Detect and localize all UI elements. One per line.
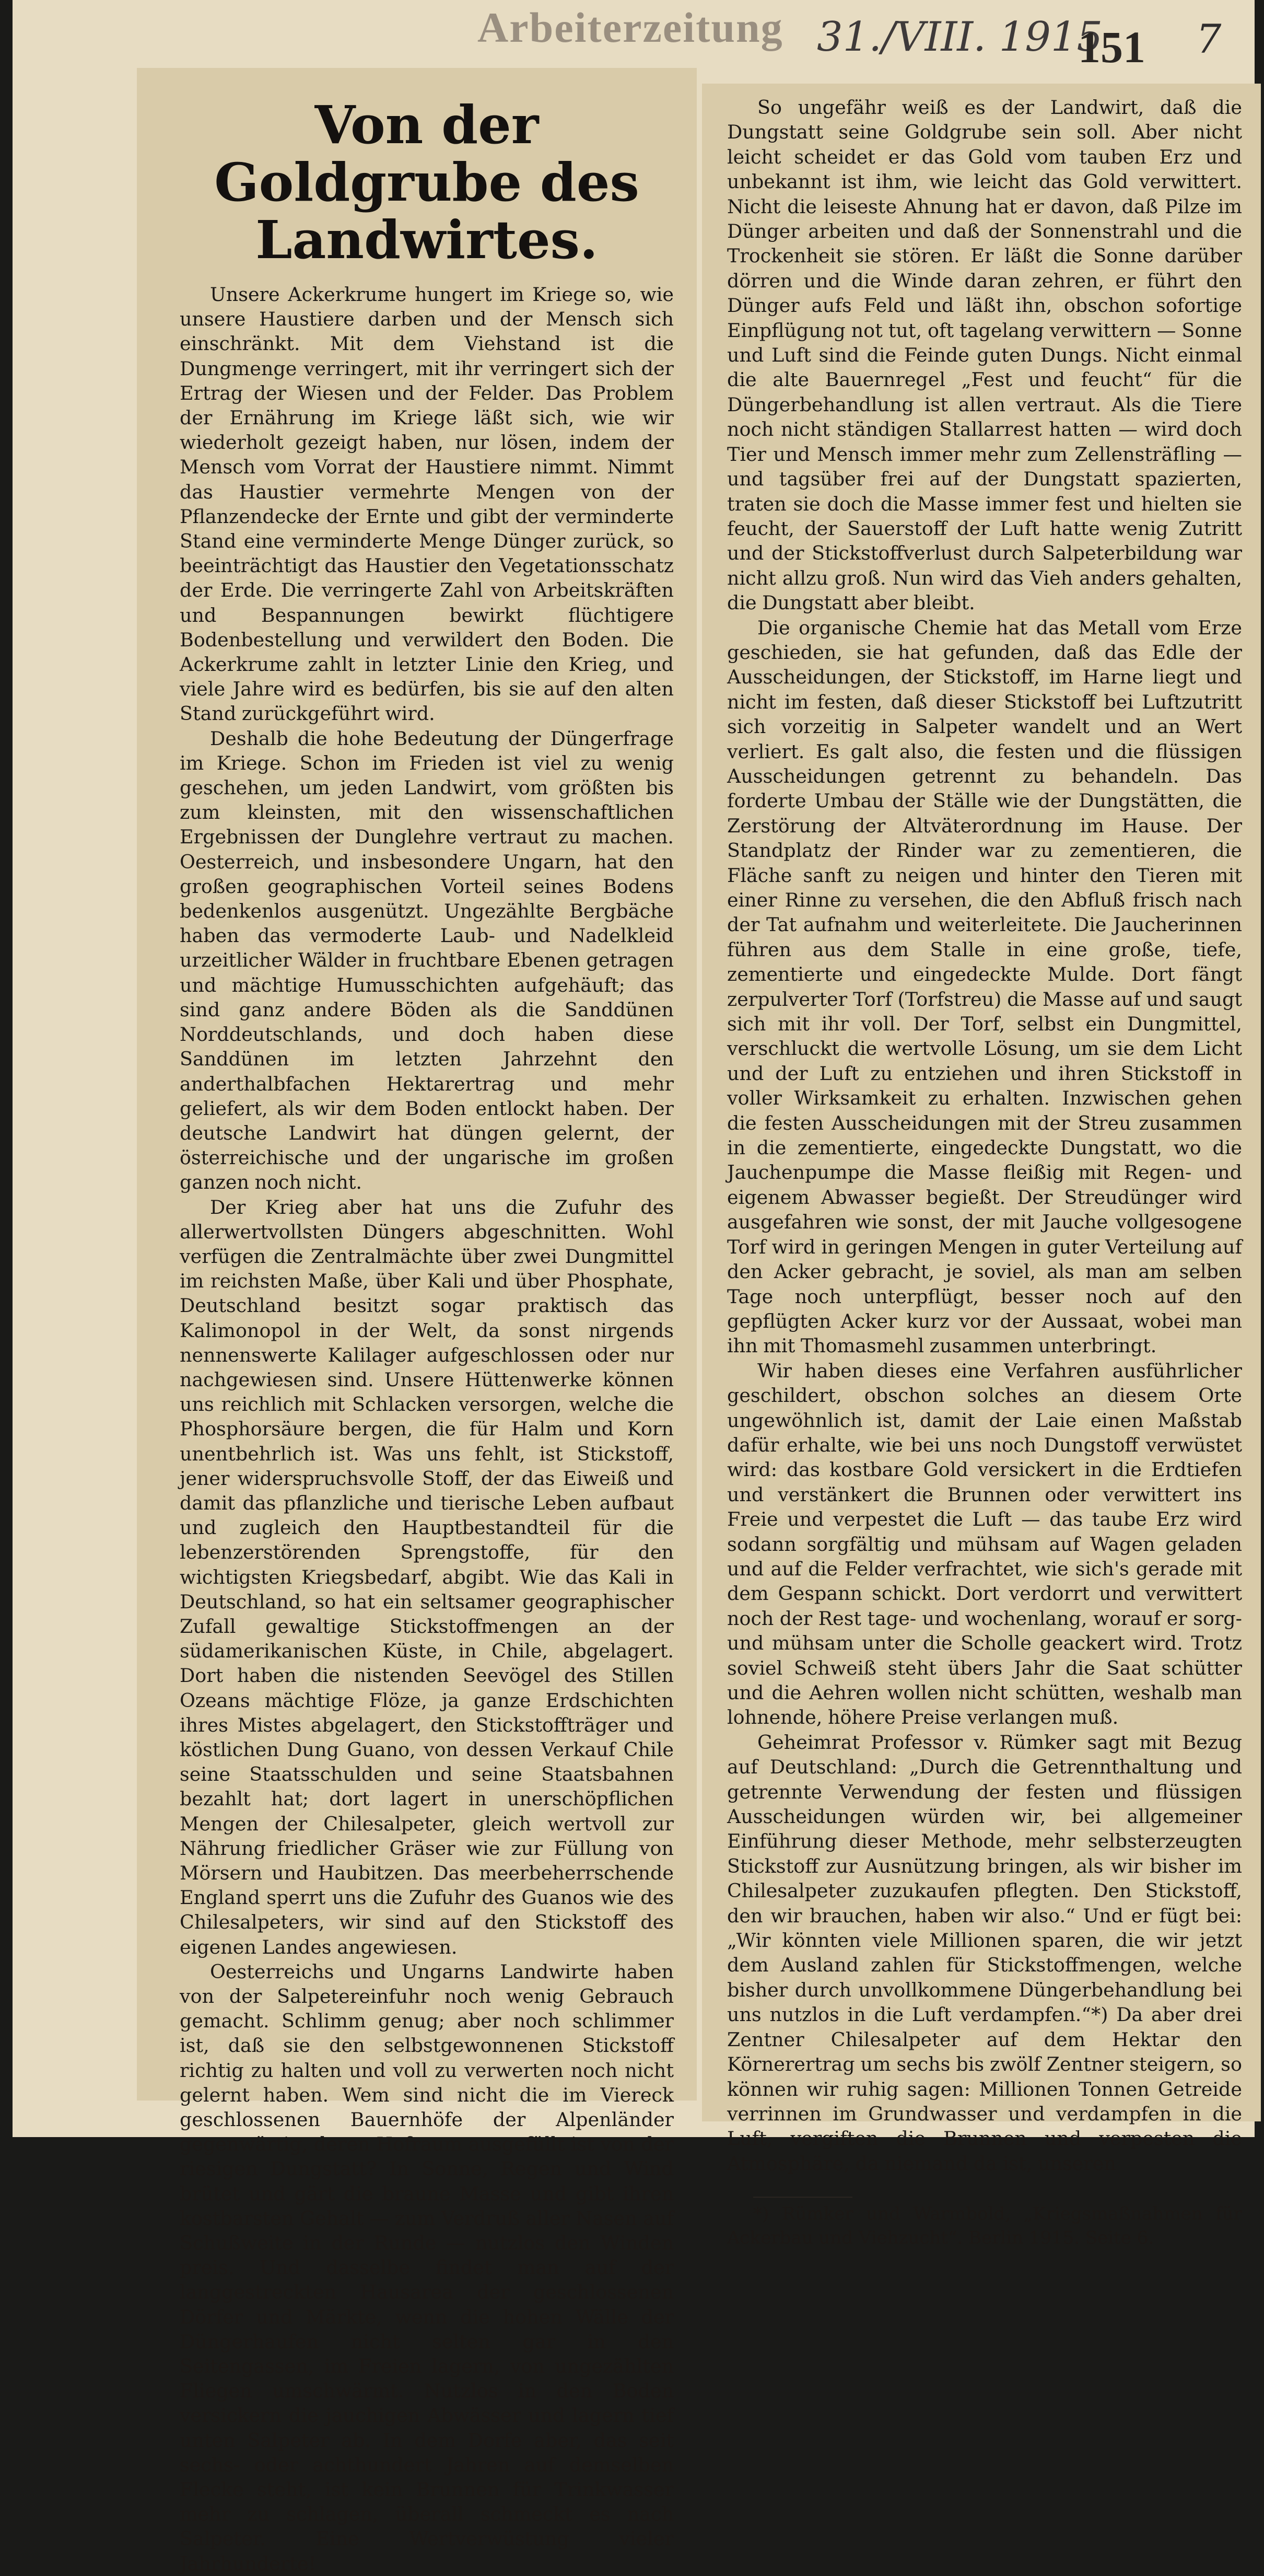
article-title-line-2: Landwirtes. xyxy=(255,209,598,271)
paragraph: Unsere Ackerkrume hungert im Kriege so, wie unsere Haustiere darben und der Mensch sich einschränkt. Mit dem Viehstand ist die Dungmenge verringert, mit ihr verringert sich der Ertrag der Wiesen und der Felder. Das Problem der Ernährung im Kriege läßt sich, wie wir wiederholt gezeigt haben, nur lösen, indem der Mensch vom Vorrat der Haustiere nimmt. Nimmt das Haustier vermehrte Mengen von der Pflanzendecke der Ernte und gibt der verminderte Stand eine verminderte Menge Dünger zurück, so beeinträchtigt das Haustier den Vegetationsschatz der Erde. Die verringerte Zahl von Arbeitskräften und Bespannungen bewirkt flüchtigere Bodenbestellung und verwildert den Boden. Die Ackerkrume zahlt in letzter Linie den Krieg, und viele Jahre wird es bedürfen, bis sie auf den alten Stand zurückgeführt wird. xyxy=(180,283,674,725)
clipping-right-column xyxy=(702,84,1261,2249)
article-title-line-1: Von der Goldgrube des xyxy=(214,94,639,213)
paragraph: Oesterreichs und Ungarns Landwirte haben von der Salpetereinfuhr noch wenig Gebrauch gemacht. Schlimm genug; aber noch schlimmer ist, daß sie den selbstgewonnenen Stickstoff richtig zu halten und voll zu verwerten noch nicht gelernt haben. Wem sind nicht die im Viereck geschlossenen Bauernhöfe der Alpenländer gegenwärtig, deren Hofraum ausgefüllt ist von der riesigen Dungstatt? In Sonne, Regen und Wind brütet und gärt die braune Masse und gibt ihren kostbarsten Gehalt — zum Verdruß aller Nasen auf Schußweite in der Runde — nutzlos den Winden preis. Und dasselbe findet man auf der langgestreckten Hausarea der geschlossenen Dörfer und Märkte, wenn die hohen Wälle der Düngerhaufen nicht selten gar in den Seitengassen, im Freien lagern, von ungezählten Fliegen umschwärmt. Nutzlos in den Boden versickern die jauchigen Abwässer und lagern tief unten Salpeter ab. In dem Dorfe aber, das seit sechs- oder achthundert Jahren auf demselben Flecke steht, ist kein Brunnen für Trinkwasser mehr zu schlagen, überall schmeckt es nach Salpeter. Eine Wertverwüstung vieler Jahrhunderte! xyxy=(180,1960,674,2575)
paragraph: So ungefähr weiß es der Landwirt, daß die Dungstatt seine Goldgrube sein soll. Aber nicht leicht scheidet er das Gold vom tauben Erz und unbekannt ist ihm, wie leicht das Gold verwittert. Nicht die leiseste Ahnung hat er davon, daß Pilze im Dünger arbeiten und daß der Sonnenstrahl und die Trockenheit sie stören. Er läßt die Sonne darüber dörren und die Winde daran zehren, er führt den Dünger aufs Feld und läßt ihn, obschon sofortige Einpflügung not tut, oft tagelang verwittern — Sonne und Luft sind die Feinde guten Dungs. Nicht einmal die alte Bauernregel „Fest und feucht“ für die Düngerbehandlung ist allen vertraut. Als die Tiere noch nicht ständigen Stallarrest hatten — wird doch Tier und Mensch immer mehr zum Zellensträfling — und tagsüber frei auf der Dungstatt spazierten, traten sie doch die Masse immer fest und hielten sie feucht, der Sauerstoff der Luft hatte wenig Zutritt und der Stickstoffverlust durch Salpeterbildung war nicht allzu groß. Nun wird das Vieh anders gehalten, die Dungstatt aber bleibt. xyxy=(727,96,1242,614)
paragraph: Wir haben dieses eine Verfahren ausführlicher geschildert, obschon solches an diesem Orte ungewöhnlich ist, damit der Laie einen Maßstab dafür erhalte, wie bei uns noch Dungstoff verwüstet wird: das kostbare Gold versickert in die Erdtiefen und verstänkert die Brunnen oder verwittert ins Freie und verpestet die Luft — das taube Erz wird sodann sorgfältig und mühsam auf Wagen geladen und auf die Felder verfrachtet, wie sich's gerade mit dem Gespann schickt. Dort verdorrt und verwittert noch der Rest tage- und wochenlang, worauf er sorg- und mühsam unter die Scholle geackert wird. Trotz soviel Schweiß steht übers Jahr die Saat schütter und die Aehren wollen nicht schütten, weshalb man lohnende, höhere Preise verlangen muß. xyxy=(727,1359,1242,1729)
handwritten-mark: 7 xyxy=(1196,16,1222,62)
left-column-text xyxy=(180,282,674,2576)
footnote: *) Rümker und Warmbold, „Kriegsmaßnahmen für Ackerbau und Viehzucht“. Berlin 1915. Seite 6. xyxy=(727,2203,1242,2249)
paragraph: Der Krieg aber hat uns die Zufuhr des allerwertvollsten Düngers abgeschnitten. Wohl verfügen die Zentralmächte über zwei Dungmittel im reichsten Maße, über Kali und über Phosphate, Deutschland besitzt sogar praktisch das Kalimonopol in der Welt, da sonst nirgends nennenswerte Kalilager aufgeschlossen oder nur nachgewiesen sind. Unsere Hüttenwerke können uns reichlich mit Schlacken versorgen, welche die Phosphorsäure bergen, die für Halm und Korn unentbehrlich ist. Was uns fehlt, ist Stickstoff, jener widerspruchsvolle Stoff, der das Eiweiß und damit das pflanzliche und tierische Leben aufbaut und zugleich den Hauptbestandteil für die lebenzerstörenden Sprengstoffe, für den wichtigsten Kriegsbedarf, abgibt. Wie das Kali in Deutschland, so hat ein seltsamer geographischer Zufall gewaltige Stickstoffmengen an der südamerikanischen Küste, in Chile, abgelagert. Dort haben die nistenden Seevögel des Stillen Ozeans mächtige Flöze, ja ganze Erdschichten ihres Mistes abgelagert, den Stickstoffträger und köstlichen Dung Guano, von dessen Verkauf Chile seine Staatsschulden und seine Staatsbahnen bezahlt hat; dort lagert in unerschöpflichen Mengen der Chilesalpeter, gleich wertvoll zur Nährung friedlicher Gräser wie zur Füllung von Mörsern und Haubitzen. Das meerbeherrschende England sperrt uns die Zufuhr des Guanos wie des Chilesalpeters, wir sind auf den Stickstoff des eigenen Landes angewiesen. xyxy=(180,1196,674,1958)
scan-background xyxy=(13,0,1255,2575)
paragraph: Die organische Chemie hat das Metall vom Erze geschieden, sie hat gefunden, daß das Edle der Ausscheidungen, der Stickstoff, im Harne liegt und nicht im festen, daß dieser Stickstoff bei Luftzutritt sich vorzeitig in Salpeter wandelt und an Wert verliert. Es galt also, die festen und die flüssigen Ausscheidungen getrennt zu behandeln. Das forderte Umbau der Ställe wie der Dungstätten, die Zerstörung der Altväterordnung im Hause. Der Standplatz der Rinder war zu zementieren, die Fläche sanft zu neigen und hinter den Tieren mit einer Rinne zu versehen, die den Abfluß frisch nach der Tat aufnahm und weiterleitete. Die Jaucherinnen führen aus dem Stalle in eine große, tiefe, zementierte und eingedeckte Mulde. Dort fängt zerpulverter Torf (Torfstreu) die Masse auf und saugt sich mit ihr voll. Der Torf, selbst ein Dungmittel, verschluckt die wertvolle Lösung, um sie dem Licht und der Luft zu entziehen und ihren Stickstoff in voller Wirksamkeit zu erhalten. Inzwischen gehen die festen Ausscheidungen mit der Streu zusammen in die zementierte, eingedeckte Dungstatt, wo die Jauchenpumpe die Masse fleißig mit Regen- und eigenem Abwasser begießt. Der Streudünger wird ausgefahren wie sonst, der mit Jauche vollgesogene Torf wird in geringen Mengen in guter Verteilung auf den Acker gebracht, je soviel, als man am selben Tage noch unterpflügt, besser noch auf den gepflügten Acker kurz vor der Aussaat, wobei man ihn mit Thomasmehl zusammen unterbringt. xyxy=(727,616,1242,1357)
newspaper-stamp: Arbeiterzeitung xyxy=(477,4,783,51)
footnote-divider xyxy=(753,2197,852,2198)
article-title xyxy=(180,96,674,269)
page-number: 151 xyxy=(1078,22,1145,72)
paragraph: Deshalb die hohe Bedeutung der Düngerfrage im Kriege. Schon im Frieden ist viel zu wenig geschehen, um jeden Landwirt, vom größten bis zum kleinsten, mit den wissenschaftlichen Ergebnissen der Dunglehre vertraut zu machen. Oesterreich, und insbesondere Ungarn, hat den großen geographischen Vorteil seines Bodens bedenkenlos ausgenützt. Ungezählte Bergbäche haben das vermoderte Laub- und Nadelkleid urzeitlicher Wälder in fruchtbare Ebenen getragen und mächtige Humusschichten aufgehäuft; das sind ganz andere Böden als die Sanddünen Norddeutschlands, und doch haben diese Sanddünen im letzten Jahrzehnt den anderthalbfachen Hektarertrag und mehr geliefert, als wir dem Boden entlockt haben. Der deutsche Landwirt hat düngen gelernt, der österreichische und der ungarische im großen ganzen noch nicht. xyxy=(180,727,674,1194)
handwritten-date: 31./VIII. 1915 xyxy=(817,14,1103,61)
paragraph: Geheimrat Professor v. Rümker sagt mit Bezug auf Deutschland: „Durch die Getrennthaltung und getrennte Verwendung der festen und flüssigen Ausscheidungen würden wir, bei allgemeiner Einführung dieser Methode, mehr selbsterzeugten Stickstoff zur Ausnützung bringen, als wir bisher im Chilesalpeter zuzukaufen pflegten. Den Stickstoff, den wir brauchen, haben wir also.“ Und er fügt bei: „Wir könnten viele Millionen sparen, die wir jetzt dem Ausland zahlen für Stickstoffmengen, welche bisher durch unvollkommene Düngerbehandlung bei uns nutzlos in die Luft verdampfen.“*) Da aber drei Zentner Chilesalpeter auf dem Hektar den Körnerertrag um sechs bis zwölf Zentner steigern, so können wir ruhig sagen: Millionen Tonnen Getreide verrinnen im Grundwasser und verdampfen in die Luft, vergiften die Brunnen und verpesten die Atmosphäre, da niemand da ist, unseren xyxy=(727,1731,1242,2175)
right-column-text xyxy=(727,95,1242,2176)
clipping-left-column xyxy=(137,68,697,2575)
